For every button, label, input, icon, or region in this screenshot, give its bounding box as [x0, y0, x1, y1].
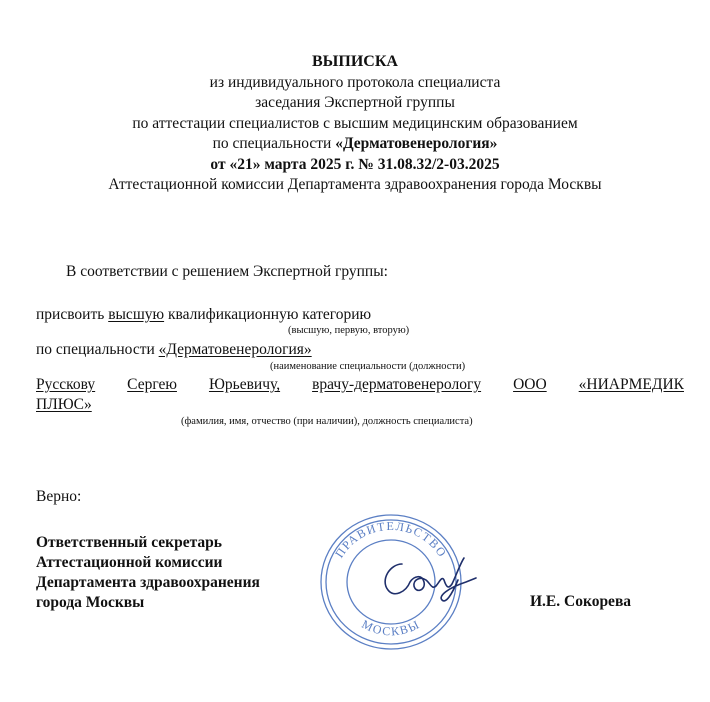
specialty-hint: (наименование специальности (должности): [270, 361, 466, 372]
person-word: «НИАРМЕДИК: [578, 376, 684, 393]
person-line-2: ПЛЮС»: [36, 396, 92, 413]
signer-name: И.Е. Сокорева: [530, 593, 632, 610]
header-specialty-prefix: по специальности: [212, 135, 336, 152]
specialty-prefix: по специальности: [36, 341, 159, 358]
signer-line: Ответственный секретарь: [36, 534, 222, 551]
header-line-protocol: из индивидуального протокола специалиста: [209, 73, 501, 91]
signer-block: [36, 533, 260, 613]
header-specialty-name: «Дерматовенерология»: [335, 135, 498, 152]
assign-suffix: квалификационную категорию: [164, 306, 372, 323]
person-word: Юрьевичу,: [208, 376, 281, 393]
stamp-top-text: ПРАВИТЕЛЬСТВО: [332, 518, 450, 561]
specialty-value: «Дерматовенерология»: [158, 341, 312, 358]
assign-category: высшую: [108, 306, 165, 323]
decision-text: В соответствии с решением Экспертной группы:: [66, 263, 388, 280]
person-hint: (фамилия, имя, отчество (при наличии), должность специалиста): [181, 416, 473, 427]
document-header: [0, 52, 710, 196]
signer-line: Аттестационной комиссии: [36, 554, 223, 571]
person-word: Сергею: [127, 376, 177, 393]
handwritten-signature: [372, 550, 482, 608]
person-word: Русскову: [36, 376, 96, 393]
person-word: врачу-дерматовенерологу: [312, 376, 482, 393]
header-line-date-number: от «21» марта 2025 г. № 31.08.32/2-03.2025: [210, 155, 500, 173]
person-line: [36, 376, 684, 394]
signer-line: города Москвы: [36, 594, 145, 611]
header-line-meeting: заседания Экспертной группы: [255, 94, 455, 111]
header-line-specialty: [0, 134, 710, 155]
header-line-commission: Аттестационной комиссии Департамента здравоохранения города Москвы: [108, 176, 602, 193]
person-word: ООО: [513, 376, 547, 393]
document-title: ВЫПИСКА: [312, 53, 398, 70]
verified-label: Верно:: [36, 488, 82, 505]
assign-line: [36, 306, 371, 324]
assign-prefix: присвоить: [36, 306, 109, 323]
signer-line: Департамента здравоохранения: [36, 574, 260, 591]
specialty-line: [36, 341, 312, 359]
header-line-attestation: по аттестации специалистов с высшим медицинским образованием: [132, 114, 578, 132]
stamp-bottom-text: МОСКВЫ: [359, 616, 423, 639]
category-hint: (высшую, первую, вторую): [288, 325, 410, 336]
